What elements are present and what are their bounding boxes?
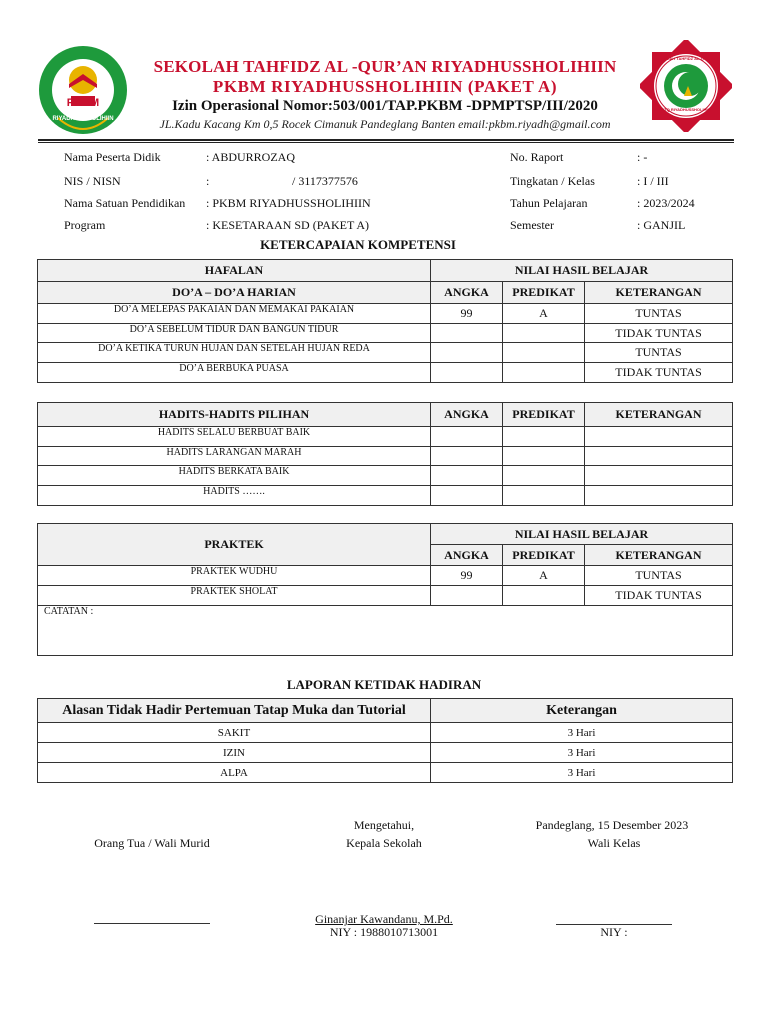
absence-reason: IZIN <box>38 743 431 763</box>
keterangan-cell: TIDAK TUNTAS <box>585 363 733 383</box>
class-label: Tingkatan / Kelas <box>510 174 595 188</box>
absence-info-header: Keterangan <box>431 699 733 723</box>
praktek-item: PRAKTEK SHOLAT <box>38 586 431 606</box>
angka-cell <box>431 466 503 486</box>
absence-count: 3 Hari <box>431 763 733 783</box>
hadits-item: HADITS BERKATA BAIK <box>38 466 431 486</box>
keterangan-header: KETERANGAN <box>585 545 733 566</box>
school-year-value: : 2023/2024 <box>637 196 695 210</box>
hadits-item: HADITS SELALU BERBUAT BAIK <box>38 427 431 447</box>
nis-value: : <box>206 174 210 188</box>
absence-count: 3 Hari <box>431 723 733 743</box>
keterangan-cell: TUNTAS <box>585 566 733 586</box>
predikat-cell <box>503 486 585 506</box>
class-value: : I / III <box>637 174 669 188</box>
predikat-cell <box>503 586 585 606</box>
stq-logo-arc-text: SEKOLAH TAHFIDZ AL-QUR'AN <box>655 56 717 61</box>
table-row <box>38 566 733 586</box>
attendance-table <box>37 698 733 783</box>
known-by-label: Mengetahui, <box>353 818 415 832</box>
hadits-table <box>37 402 733 506</box>
table-row <box>38 304 733 324</box>
header-divider <box>38 139 734 141</box>
table-row <box>38 486 733 506</box>
school-name: SEKOLAH TAHFIDZ AL -QUR’AN RIYADHUSSHOLIHIIN <box>153 57 617 76</box>
hadits-header: HADITS-HADITS PILIHAN <box>38 403 431 427</box>
pkbm-logo-arc-text: RIYADHUSSHOLIHIIN <box>52 116 114 122</box>
angka-cell: 99 <box>431 304 503 324</box>
praktek-item: PRAKTEK WUDHU <box>38 566 431 586</box>
absence-count: 3 Hari <box>431 743 733 763</box>
place-date: Pandeglang, 15 Desember 2023 <box>535 818 689 832</box>
praktek-header: PRAKTEK <box>38 524 431 566</box>
keterangan-cell <box>585 427 733 447</box>
predikat-cell <box>503 324 585 343</box>
predikat-cell <box>503 427 585 447</box>
hadits-item: HADITS LARANGAN MARAH <box>38 447 431 466</box>
predikat-cell <box>503 447 585 466</box>
table-row <box>38 586 733 606</box>
keterangan-cell: TUNTAS <box>585 304 733 324</box>
praktek-table <box>37 523 733 656</box>
keterangan-cell: TIDAK TUNTAS <box>585 324 733 343</box>
predikat-header: PREDIKAT <box>503 282 585 304</box>
competency-title: KETERCAPAIAN KOMPETENSI <box>260 237 456 252</box>
hadits-item: HADITS ……. <box>38 486 431 506</box>
semester-label: Semester <box>510 218 554 232</box>
angka-cell <box>431 324 503 343</box>
doa-table <box>37 259 733 383</box>
attendance-title: LAPORAN KETIDAK HADIRAN <box>286 677 482 692</box>
angka-header: ANGKA <box>431 403 503 427</box>
angka-cell <box>431 486 503 506</box>
table-row <box>38 466 733 486</box>
table-row <box>38 363 733 383</box>
predikat-cell: A <box>503 304 585 324</box>
headmaster-name: Ginanjar Kawandanu, M.Pd. <box>315 912 453 926</box>
stq-logo-bottom-text: STQ RIYADHUSSHOLIHIN <box>661 107 711 112</box>
absence-reason: SAKIT <box>38 723 431 743</box>
semester-value: : GANJIL <box>637 218 686 232</box>
keterangan-cell: TIDAK TUNTAS <box>585 586 733 606</box>
angka-header: ANGKA <box>431 545 503 566</box>
predikat-cell: A <box>503 566 585 586</box>
doa-item: DO’A BERBUKA PUASA <box>38 363 431 383</box>
angka-cell: 99 <box>431 566 503 586</box>
keterangan-cell <box>585 447 733 466</box>
hafalan-header: HAFALAN <box>38 260 431 282</box>
student-name-value: : ABDURROZAQ <box>206 150 296 164</box>
homeroom-teacher-label: Wali Kelas <box>587 836 641 850</box>
table-row <box>38 743 733 763</box>
keterangan-header: KETERANGAN <box>585 282 733 304</box>
keterangan-cell <box>585 486 733 506</box>
doa-subject-header: DO’A – DO’A HARIAN <box>38 282 431 304</box>
absence-reason: ALPA <box>38 763 431 783</box>
doa-item: DO’A KETIKA TURUN HUJAN DAN SETELAH HUJAN REDA <box>38 343 431 363</box>
predikat-header: PREDIKAT <box>503 545 585 566</box>
predikat-cell <box>503 363 585 383</box>
keterangan-cell: TUNTAS <box>585 343 733 363</box>
teacher-niy: NIY : <box>600 925 628 939</box>
nisn-value: / 3117377576 <box>292 174 358 188</box>
stq-logo <box>640 40 732 132</box>
table-row <box>38 343 733 363</box>
absence-reason-header: Alasan Tidak Hadir Pertemuan Tatap Muka dan Tutorial <box>38 699 431 723</box>
headmaster-label: Kepala Sekolah <box>346 836 422 850</box>
result-header: NILAI HASIL BELAJAR <box>431 260 733 282</box>
nis-label: NIS / NISN <box>64 174 121 188</box>
program-label: Program <box>64 218 106 232</box>
result-header: NILAI HASIL BELAJAR <box>431 524 733 545</box>
parent-label: Orang Tua / Wali Murid <box>94 836 210 850</box>
table-row <box>38 723 733 743</box>
school-unit-value: : PKBM RIYADHUSSHOLIHIIN <box>206 196 371 210</box>
table-row <box>38 763 733 783</box>
doa-item: DO’A MELEPAS PAKAIAN DAN MEMAKAI PAKAIAN <box>38 304 431 324</box>
program-value: : KESETARAAN SD (PAKET A) <box>206 218 370 232</box>
operational-permit: Izin Operasional Nomor:503/001/TAP.PKBM -DPMPTSP/III/2020 <box>172 98 598 114</box>
keterangan-cell <box>585 466 733 486</box>
header-divider-thin <box>38 142 734 143</box>
report-no-value: : - <box>637 150 648 164</box>
school-year-label: Tahun Pelajaran <box>510 196 588 210</box>
predikat-cell <box>503 466 585 486</box>
angka-cell <box>431 427 503 447</box>
doa-item: DO’A SEBELUM TIDUR DAN BANGUN TIDUR <box>38 324 431 343</box>
report-no-label: No. Raport <box>510 150 564 164</box>
predikat-header: PREDIKAT <box>503 403 585 427</box>
student-name-label: Nama Peserta Didik <box>64 150 161 164</box>
school-unit-label: Nama Satuan Pendidikan <box>64 196 186 210</box>
table-row <box>38 427 733 447</box>
pkbm-name: PKBM RIYADHUSSHOLIHIIN (PAKET A) <box>212 77 558 96</box>
parent-signature-line <box>94 923 210 924</box>
predikat-cell <box>503 343 585 363</box>
angka-cell <box>431 447 503 466</box>
school-address: JL.Kadu Kacang Km 0,5 Rocek Cimanuk Pandeglang Banten email:pkbm.riyadh@gmail.com <box>159 117 611 131</box>
headmaster-niy: NIY : 1988010713001 <box>329 925 439 939</box>
angka-cell <box>431 363 503 383</box>
pkbm-logo <box>36 44 130 136</box>
angka-header: ANGKA <box>431 282 503 304</box>
table-row <box>38 447 733 466</box>
keterangan-header: KETERANGAN <box>585 403 733 427</box>
angka-cell <box>431 343 503 363</box>
pkbm-logo-text: PKBM <box>66 97 100 109</box>
angka-cell <box>431 586 503 606</box>
table-row <box>38 324 733 343</box>
notes-cell: CATATAN : <box>38 606 733 656</box>
